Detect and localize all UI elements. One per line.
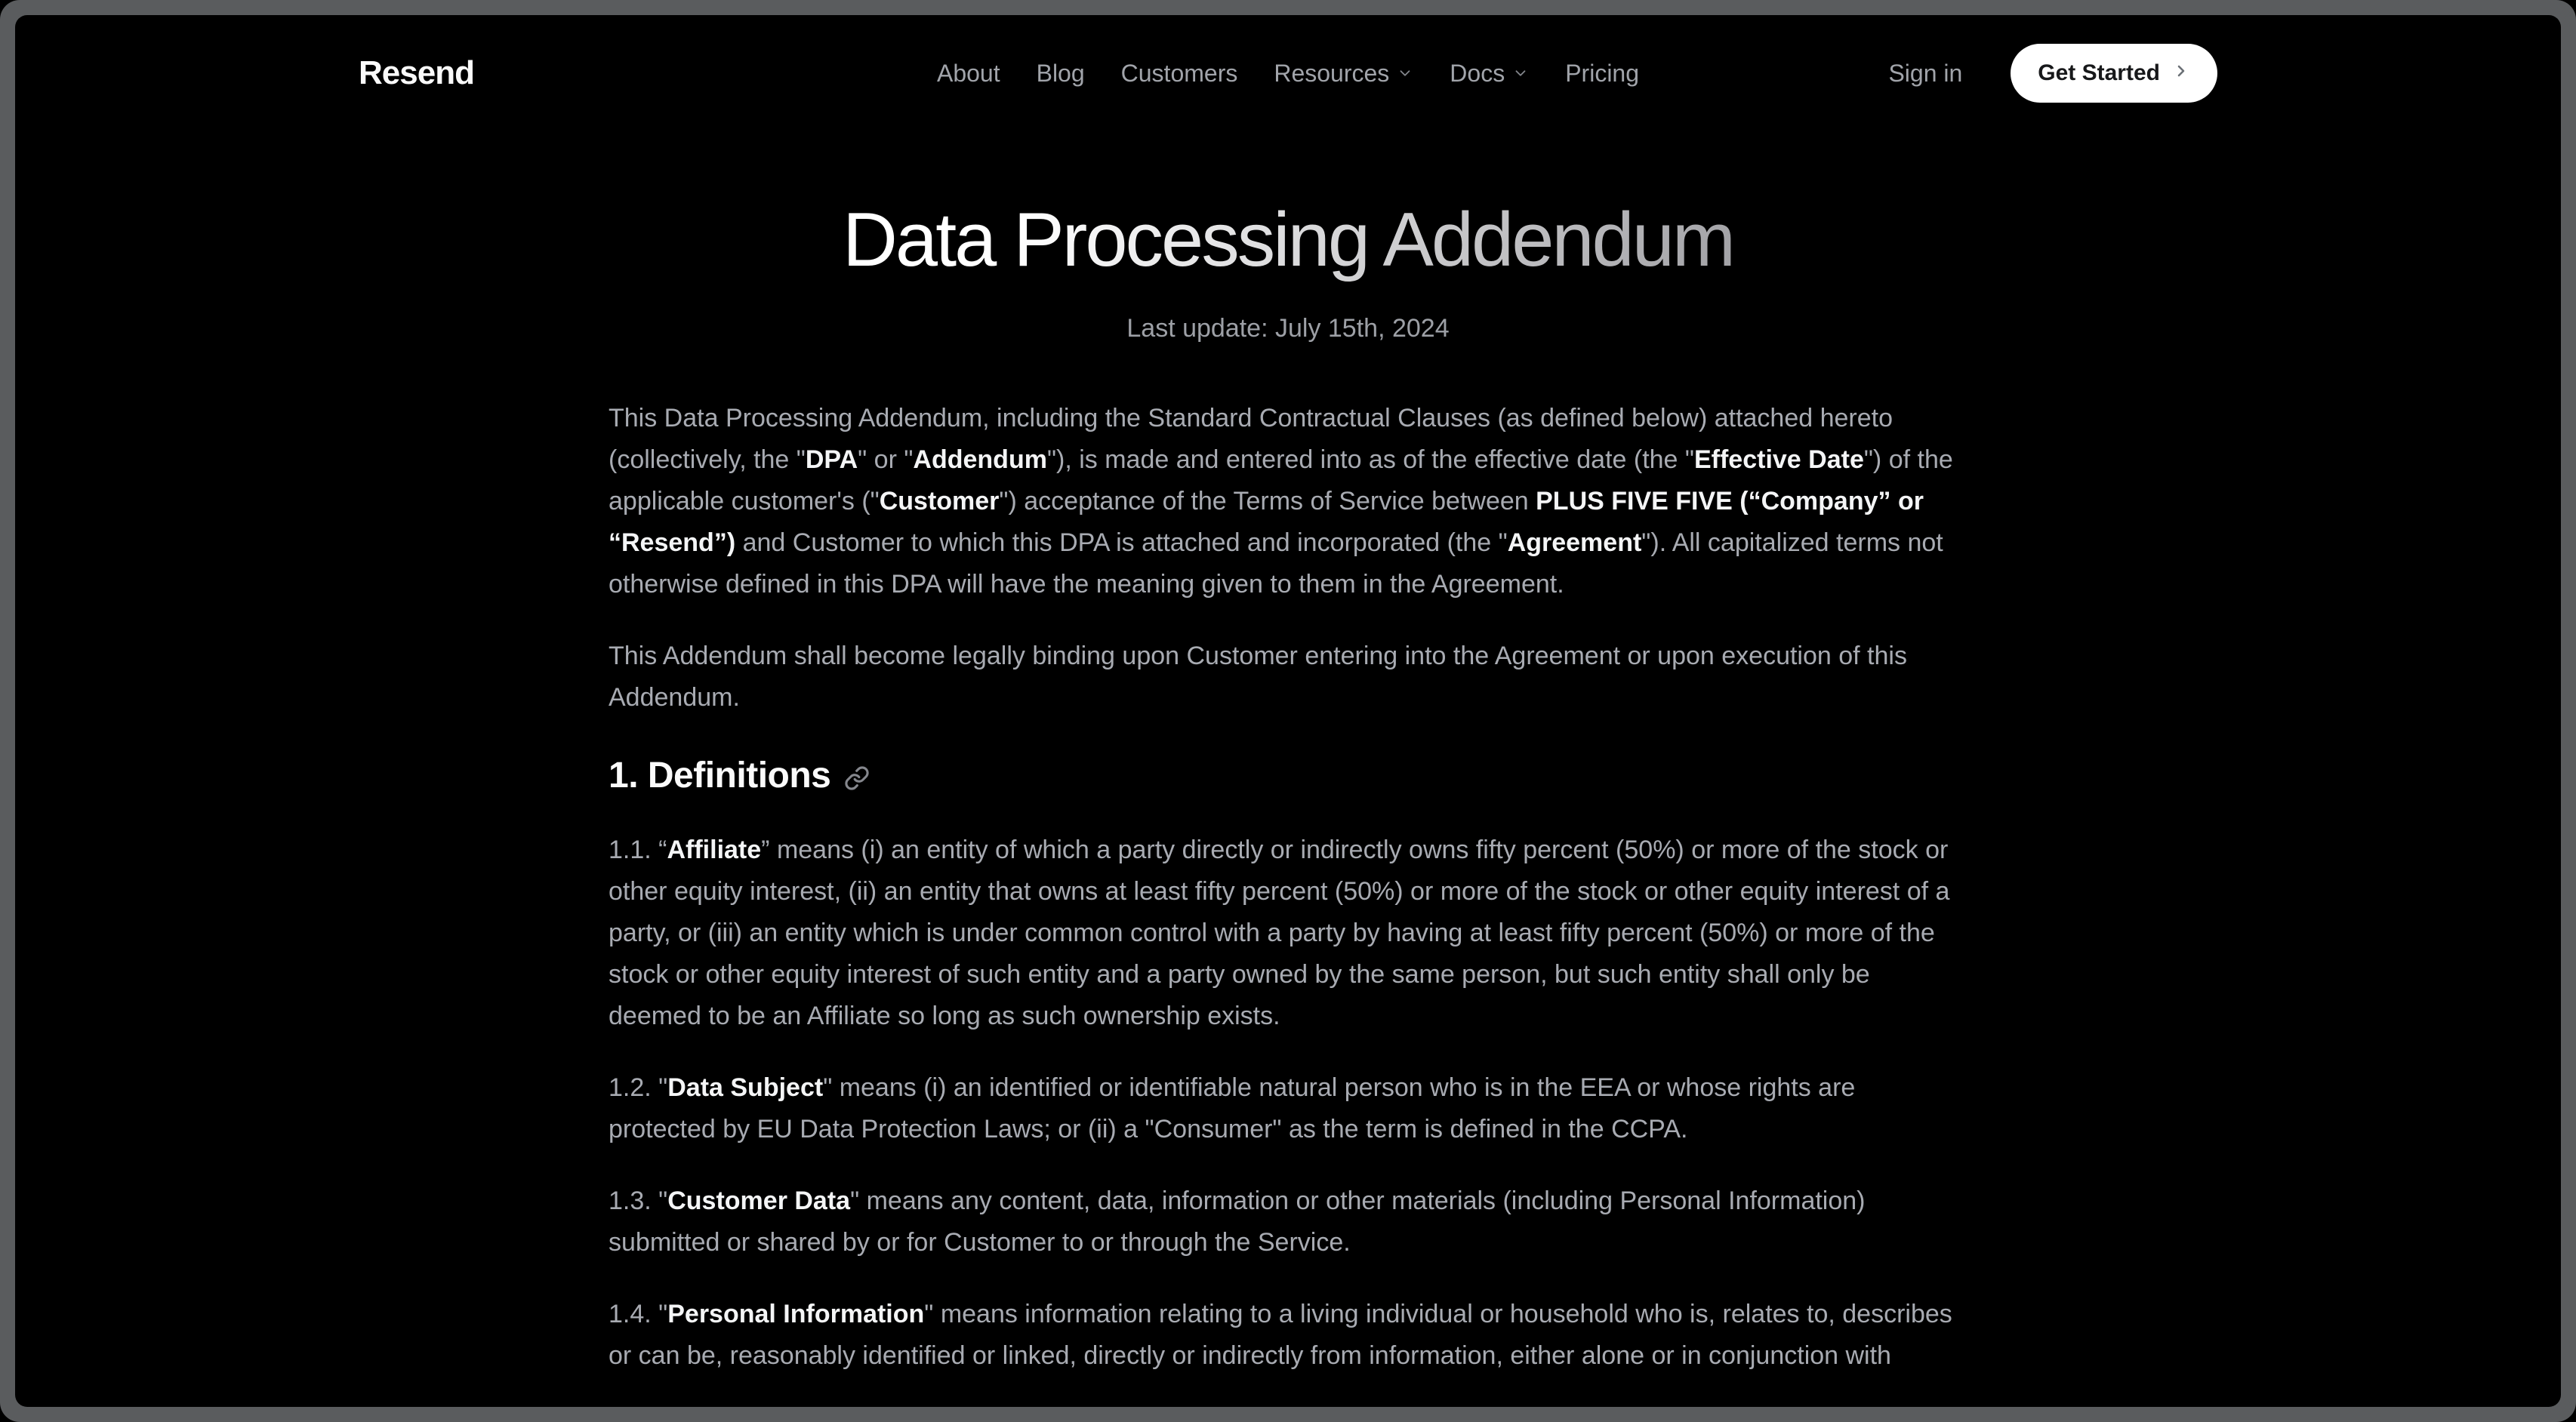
article (609, 196, 1967, 1377)
definition-item: 1.4. "Personal Information" means information relating to a living individual or household who is, relates to, describes or can be, reasonably identified or linked, directly or indirectly from information, either alone or in conjunction with (609, 1300, 1952, 1371)
nav-item-customers[interactable] (1121, 60, 1238, 88)
nav-item-label: Pricing (1565, 59, 1640, 87)
resend-logo[interactable]: Resend (359, 54, 474, 91)
nav-item-label: About (936, 59, 1000, 87)
chevron-right-icon (2172, 60, 2190, 86)
header-actions (1888, 44, 2217, 103)
nav-item-blog[interactable] (1037, 60, 1085, 88)
binding-paragraph: This Addendum shall become legally binding upon Customer entering into the Agreement or upon execution of this Addendum. (609, 642, 1907, 713)
nav-item-docs[interactable] (1450, 60, 1529, 88)
intro-paragraph: This Data Processing Addendum, including the Standard Contractual Clauses (as defined below) attached hereto (collectively, the "DPA" or "Addendum"), is made and entered into as of the effective date (the "Effective Date") of the applicable customer's ("Customer") acceptance of the Terms of Service between PLUS FIVE FIVE (“Company” or “Resend”) and Customer to which this DPA is attached and incorporated (the "Agreement"). All capitalized terms not otherwise defined in this DPA will have the meaning given to them in the Agreement. (609, 404, 1953, 599)
nav-item-about[interactable] (937, 60, 1000, 88)
sign-in-link[interactable]: Sign in (1888, 59, 1963, 87)
definition-item: 1.1. “Affiliate” means (i) an entity of which a party directly or indirectly owns fifty percent (50%) or more of the stock or other equity interest, (ii) an entity that owns at least fifty percent (50%) or more of the stock or other equity interest of a party, or (iii) an entity which is under common control with a party by having at least fifty percent (50%) or more of the stock or other equity interest of such entity and a party owned by the same person, but such entity shall only be deemed to be an Affiliate so long as such ownership exists. (609, 836, 1950, 1031)
last-update: Last update: July 15th, 2024 (1126, 314, 1450, 343)
section-heading-text: 1. Definitions (609, 756, 831, 796)
nav-item-label: Customers (1120, 59, 1238, 87)
definition-item: 1.2. "Data Subject" means (i) an identified or identifiable natural person who is in the EEA or whose rights are protected by EU Data Protection Laws; or (ii) a "Consumer" as the term is defined in the CCPA. (609, 1073, 1856, 1144)
get-started-label: Get Started (2038, 60, 2160, 85)
page (15, 15, 2561, 1407)
definition-item: 1.3. "Customer Data" means any content, data, information or other materials (including Personal Information) submitted or shared by or for Customer to or through the Service. (609, 1187, 1866, 1257)
chevron-down-icon (1512, 60, 1529, 88)
chevron-down-icon (1397, 60, 1413, 88)
nav-item-label: Blog (1036, 59, 1085, 87)
section-heading-definitions (609, 755, 1967, 796)
nav-item-resources[interactable] (1274, 60, 1413, 88)
link-icon[interactable] (844, 765, 870, 791)
get-started-button[interactable] (2011, 44, 2217, 103)
nav-item-pricing[interactable] (1565, 60, 1639, 88)
nav-item-label: Docs (1450, 59, 1505, 87)
nav-item-label: Resources (1274, 59, 1390, 87)
main-nav (937, 42, 1639, 104)
header-container (359, 15, 2217, 104)
page-title: Data Processing Addendum (609, 196, 1967, 284)
site-header (15, 15, 2561, 104)
